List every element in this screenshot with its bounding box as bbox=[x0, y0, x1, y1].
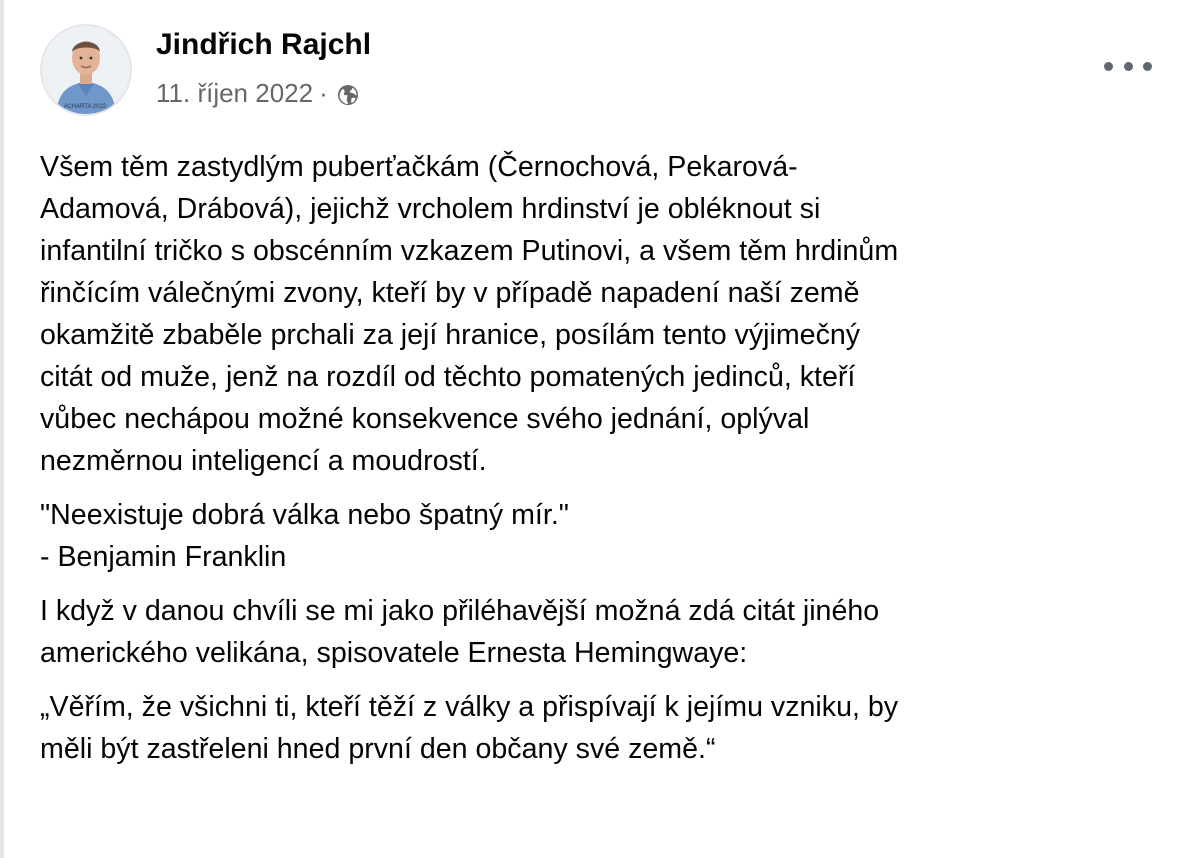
post-left-border bbox=[0, 0, 4, 858]
more-options-icon bbox=[1143, 62, 1152, 71]
more-options-icon bbox=[1104, 62, 1113, 71]
post-date[interactable]: 11. říjen 2022 bbox=[156, 78, 314, 108]
post-paragraph: Všem těm zastydlým puberťačkám (Černochová, Pekarová- Adamová, Drábová), jejichž vrcholem hrdinství je obléknout si infantilní tričko s obscénním vzkazem Putinovi, a všem těm hrdinům řinčícím válečnými zvony, kteří by v případě napadení naší země okamžitě zbaběle prchali za její hranice, posílám tento výjimečný citát od muže, jenž na rozdíl od těchto pomatených jedinců, kteří vůbec nechápou možné konsekvence svého jednání, oplýval nezměrnou inteligencí a moudrostí. bbox=[40, 151, 899, 477]
svg-text:#CHARTA 2022: #CHARTA 2022 bbox=[64, 104, 107, 110]
more-options-icon bbox=[1124, 62, 1133, 71]
avatar[interactable] bbox=[40, 24, 132, 116]
meta-separator: · bbox=[319, 78, 328, 108]
post-meta bbox=[156, 78, 360, 109]
post-text bbox=[40, 146, 1160, 782]
more-options-button[interactable] bbox=[1104, 52, 1152, 80]
author-name[interactable]: Jindřich Rajchl bbox=[156, 28, 372, 61]
post-paragraph: I když v danou chvíli se mi jako přiléhavější možná zdá citát jiného amerického velikána, spisovatele Ernesta Hemingwaye: bbox=[40, 595, 880, 669]
post-header bbox=[40, 22, 1170, 118]
post-paragraph: „Věřím, že všichni ti, kteří těží z války a přispívají k jejímu vzniku, by měli být zastřeleni hned první den občany své země.“ bbox=[40, 691, 899, 765]
globe-icon[interactable] bbox=[336, 83, 360, 107]
post-paragraph: "Neexistuje dobrá válka nebo špatný mír." - Benjamin Franklin bbox=[40, 499, 569, 573]
avatar-image bbox=[42, 26, 130, 114]
